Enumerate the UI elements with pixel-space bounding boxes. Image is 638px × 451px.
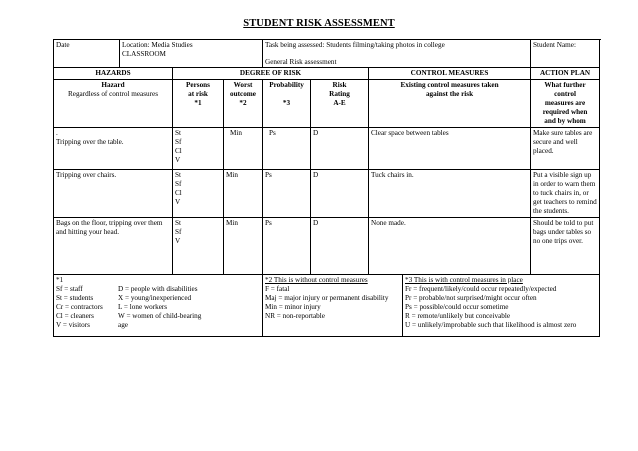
risk-assessment-table <box>53 39 600 337</box>
control-cell <box>369 128 531 170</box>
worst-line: Worst <box>233 81 253 89</box>
action-text: Make sure tables are secure and well placed. <box>533 129 593 155</box>
rating-cell <box>311 128 369 170</box>
worst-subheader <box>224 80 263 128</box>
probability-line: Probability <box>269 81 304 89</box>
probability-subheader <box>263 80 311 128</box>
key-line: L = lone workers <box>118 303 168 311</box>
rating-value: D <box>313 219 319 227</box>
hazard-note: Regardless of control measures <box>67 90 159 98</box>
hazard-row <box>54 170 600 218</box>
control-cell <box>369 170 531 218</box>
key-line: Pr = probable/not surprised/might occur often <box>405 294 537 302</box>
action-text: Put a visible sign up in order to warn them to tuck chairs in, or get teachers to remind the students. <box>533 171 597 215</box>
key-line: V = visitors <box>56 321 90 329</box>
probability-line: *3 <box>282 99 291 107</box>
key2-cell <box>263 275 403 337</box>
control-text: Tuck chairs in. <box>371 171 414 179</box>
key-line: Maj = major injury or permanent disability <box>265 294 389 302</box>
hazards-header: HAZARDS <box>54 68 173 80</box>
key-line: W = women of child-bearing <box>118 312 202 320</box>
rating-cell <box>311 218 369 275</box>
key-line: Min = minor injury <box>265 303 321 311</box>
key1-cell <box>54 275 263 337</box>
action-subheader <box>531 80 600 128</box>
location-label: Location: Media Studies <box>122 41 193 49</box>
control-line: against the risk <box>425 90 474 98</box>
rating-subheader <box>311 80 369 128</box>
hazard-text: Tripping over chairs. <box>56 171 117 179</box>
task-cell <box>263 40 531 68</box>
key-line: St = students <box>56 294 94 302</box>
key3-cell <box>403 275 600 337</box>
student-name-label: Student Name: <box>533 41 576 49</box>
key3-title: *3 This is with control measures in place <box>405 276 523 284</box>
action-text: Should be told to put bags under tables so no one trips over. <box>533 219 594 245</box>
persons-line: at risk <box>188 90 208 98</box>
general-risk-label: General Risk assessment <box>265 58 337 66</box>
worst-line: outcome <box>230 90 256 98</box>
action-cell <box>531 170 600 218</box>
person-code: V <box>175 237 181 245</box>
rating-line: Rating <box>329 90 350 98</box>
action-header: ACTION PLAN <box>531 68 600 80</box>
key-line: Fr = frequent/likely/could occur repeatedly/expected <box>405 285 557 293</box>
person-code: Cl <box>175 147 182 155</box>
key-row <box>54 275 600 337</box>
control-text: Clear space between tables <box>371 129 449 137</box>
action-cell <box>531 218 600 275</box>
rating-line: Risk <box>332 81 347 89</box>
key-line: age <box>118 321 128 329</box>
key-line: U = unlikely/improbable such that likelihood is almost zero <box>405 321 577 329</box>
control-header: CONTROL MEASURES <box>369 68 531 80</box>
hazard-cell <box>54 170 173 218</box>
action-line: measures are required when <box>542 99 588 116</box>
key-line: Cl = cleaners <box>56 312 94 320</box>
persons-cell <box>173 128 224 170</box>
action-line: and by whom <box>544 117 586 125</box>
control-text: None made. <box>371 219 406 227</box>
worst-cell <box>224 170 263 218</box>
probability-value: Ps <box>265 219 272 227</box>
date-cell <box>54 40 120 68</box>
rating-value: D <box>313 129 319 137</box>
key1-left <box>56 285 118 330</box>
action-line: What further control <box>544 81 586 98</box>
key1-title: *1 <box>56 276 64 284</box>
control-line: Existing control measures taken <box>400 81 499 89</box>
person-code: Sf <box>175 228 182 236</box>
rating-cell <box>311 170 369 218</box>
worst-value: Min <box>226 171 238 179</box>
location-cell <box>120 40 263 68</box>
person-code: Sf <box>175 180 182 188</box>
key-line: X = young/inexperienced <box>118 294 192 302</box>
action-cell <box>531 128 600 170</box>
section-header-row <box>54 68 600 80</box>
hazard-lead: . <box>56 129 58 137</box>
hazard-cell <box>54 218 173 275</box>
control-subheader <box>369 80 531 128</box>
key-line: Cr = contractors <box>56 303 103 311</box>
worst-line: *2 <box>239 99 247 107</box>
persons-line: Persons <box>186 81 210 89</box>
probability-cell <box>263 170 311 218</box>
persons-cell <box>173 170 224 218</box>
persons-subheader <box>173 80 224 128</box>
info-row <box>54 40 600 68</box>
key-line: F = fatal <box>265 285 290 293</box>
key-line: NR = non-reportable <box>265 312 325 320</box>
probability-value: Ps <box>265 171 272 179</box>
person-code: St <box>175 129 181 137</box>
key-line: D = people with disabilities <box>118 285 198 293</box>
key-line: R = remote/unlikely but conceivable <box>405 312 511 320</box>
key-line: Sf = staff <box>56 285 83 293</box>
control-cell <box>369 218 531 275</box>
hazard-row <box>54 128 600 170</box>
hazard-text: Bags on the floor, tripping over them and hitting your head. <box>56 219 163 236</box>
probability-cell <box>263 218 311 275</box>
hazard-subheader <box>54 80 173 128</box>
task-label: Task being assessed: Students filming/taking photos in college <box>265 41 445 49</box>
worst-cell <box>224 128 263 170</box>
hazard-title: Hazard <box>101 81 125 89</box>
person-code: St <box>175 171 181 179</box>
hazard-text: Tripping over the table. <box>56 138 124 146</box>
person-code: Sf <box>175 138 182 146</box>
rating-line: A-E <box>333 99 346 107</box>
student-name-cell <box>531 40 600 68</box>
key1-columns <box>56 285 260 330</box>
worst-value: Min <box>226 219 238 227</box>
location-value: CLASSROOM <box>122 50 166 58</box>
hazard-row <box>54 218 600 275</box>
rating-value: D <box>313 171 319 179</box>
probability-value: Ps <box>269 129 276 137</box>
degree-header: DEGREE OF RISK <box>173 68 369 80</box>
person-code: V <box>175 156 181 164</box>
page-title: STUDENT RISK ASSESSMENT <box>243 18 395 29</box>
persons-cell <box>173 218 224 275</box>
key-line: Ps = possible/could occur sometime <box>405 303 509 311</box>
date-label: Date <box>56 41 70 49</box>
key1-right <box>118 285 201 330</box>
person-code: Cl <box>175 189 182 197</box>
persons-line: *1 <box>194 99 202 107</box>
person-code: V <box>175 198 181 206</box>
subheader-row <box>54 80 600 128</box>
person-code: St <box>175 219 181 227</box>
key2-title: *2 This is without control measures <box>265 276 368 284</box>
worst-cell <box>224 218 263 275</box>
probability-cell <box>263 128 311 170</box>
worst-value: Min <box>230 129 242 137</box>
hazard-cell <box>54 128 173 170</box>
